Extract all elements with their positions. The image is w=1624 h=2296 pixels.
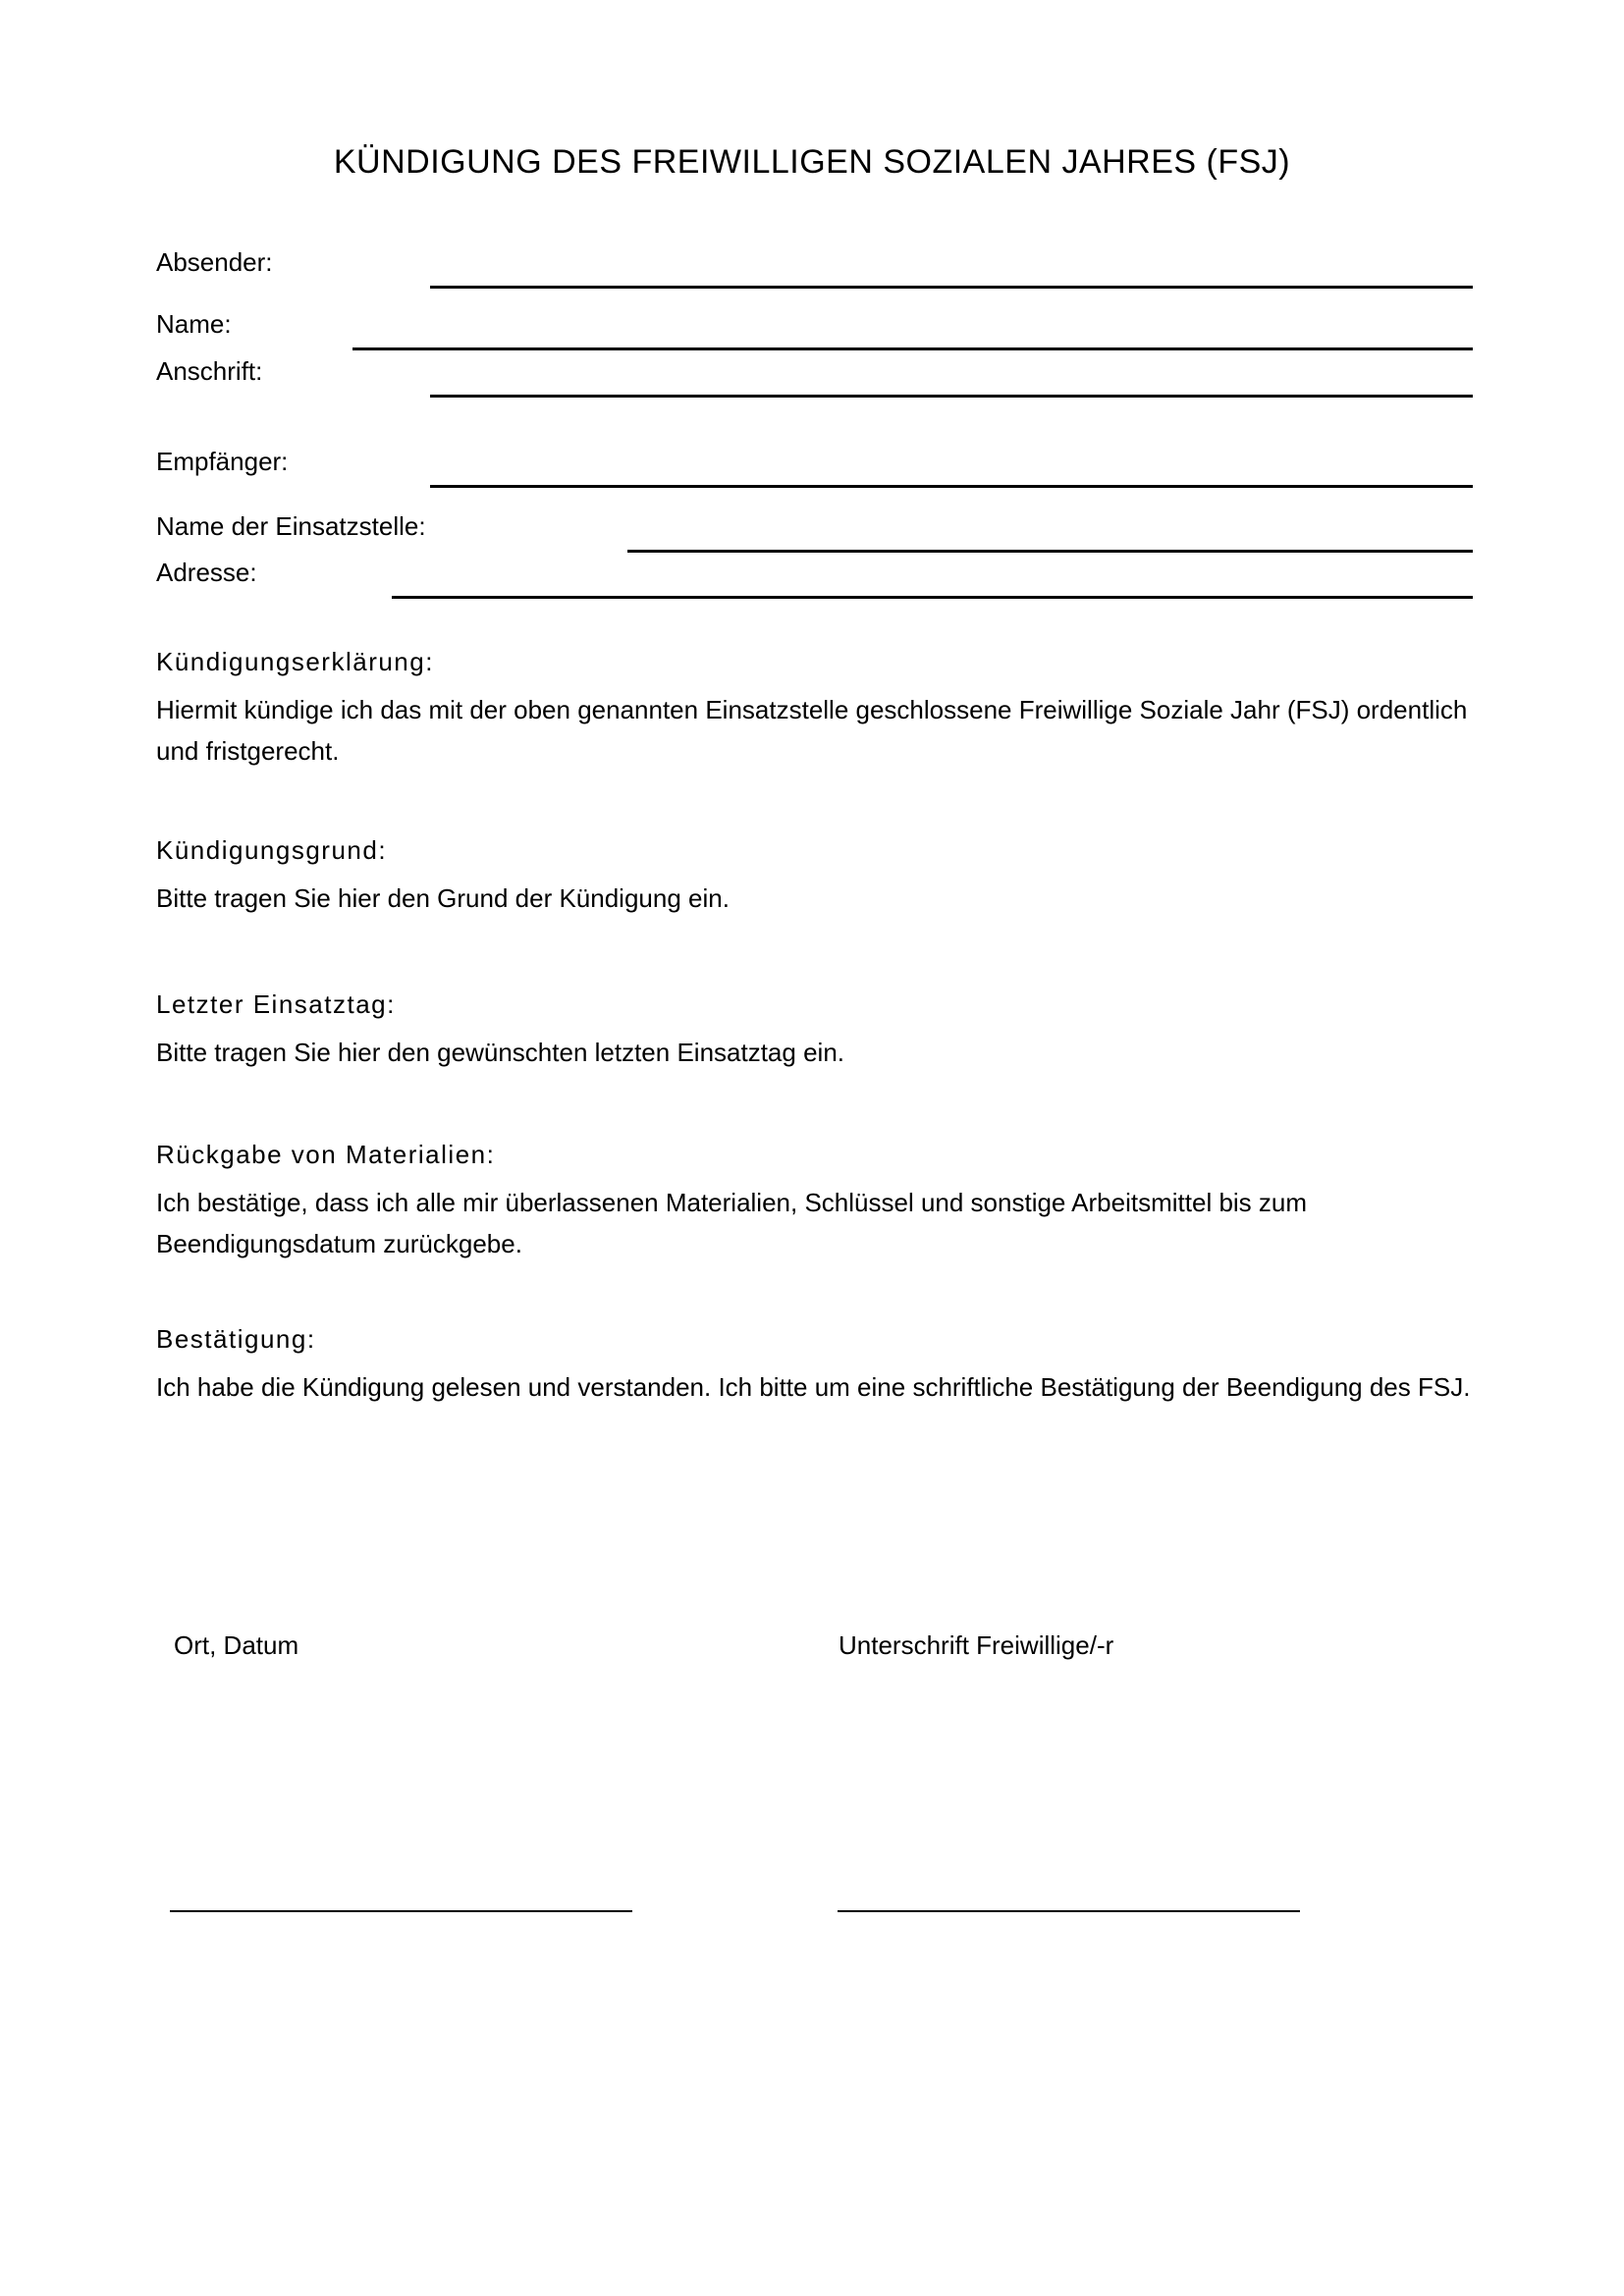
signature-label-unterschrift: Unterschrift Freiwillige/-r xyxy=(839,1630,1114,1660)
section-body: Ich bestätige, dass ich alle mir überlassenen Materialien, Schlüssel und sonstige Arbeitsmittel bis zum Beendigungsdatum zurückgebe. xyxy=(156,1188,1308,1258)
section-body: Bitte tragen Sie hier den gewünschten letzten Einsatztag ein. xyxy=(156,1038,844,1067)
field-row-empfaenger xyxy=(156,446,1473,488)
section-heading: Letzter Einsatztag: xyxy=(156,989,396,1019)
section-bestaetigung xyxy=(156,1323,1477,1408)
field-label-einsatzstelle: Name der Einsatzstelle: xyxy=(156,511,426,541)
signature-line-left xyxy=(170,1910,632,1912)
field-blank-line-einsatzstelle xyxy=(627,510,1473,553)
signature-line-right xyxy=(838,1910,1300,1912)
section-body: Bitte tragen Sie hier den Grund der Kündigung ein. xyxy=(156,883,730,913)
field-label-empfaenger: Empfänger: xyxy=(156,447,289,476)
field-blank-line-absender xyxy=(430,246,1473,289)
field-label-adresse: Adresse: xyxy=(156,558,257,587)
section-kuendigungserklaerung xyxy=(156,646,1477,772)
section-kuendigungsgrund xyxy=(156,834,1477,919)
field-row-absender xyxy=(156,246,1473,289)
field-row-einsatzstelle xyxy=(156,510,1473,553)
section-letzter-einsatztag xyxy=(156,988,1477,1073)
field-label-absender: Absender: xyxy=(156,247,273,277)
section-rueckgabe-materialien xyxy=(156,1139,1477,1264)
field-label-anschrift: Anschrift: xyxy=(156,356,263,386)
section-body: Hiermit kündige ich das mit der oben genannten Einsatzstelle geschlossene Freiwillige Soziale Jahr (FSJ) ordentlich und fristgerecht. xyxy=(156,695,1468,766)
field-blank-line-anschrift xyxy=(430,355,1473,398)
field-row-anschrift xyxy=(156,355,1473,398)
page-title: KÜNDIGUNG DES FREIWILLIGEN SOZIALEN JAHRES (FSJ) xyxy=(333,142,1291,181)
field-blank-line-adresse xyxy=(392,557,1473,599)
field-label-name: Name: xyxy=(156,309,232,339)
field-row-name xyxy=(156,308,1473,350)
field-blank-line-empfaenger xyxy=(430,446,1473,488)
section-heading: Kündigungsgrund: xyxy=(156,835,388,865)
field-row-adresse xyxy=(156,557,1473,599)
section-body: Ich habe die Kündigung gelesen und verstanden. Ich bitte um eine schriftliche Bestätigung der Beendigung des FSJ. xyxy=(156,1372,1471,1402)
field-blank-line-name xyxy=(352,308,1473,350)
signature-label-ort-datum: Ort, Datum xyxy=(174,1630,299,1660)
section-heading: Rückgabe von Materialien: xyxy=(156,1140,496,1169)
section-heading: Kündigungserklärung: xyxy=(156,647,434,676)
section-heading: Bestätigung: xyxy=(156,1324,316,1354)
